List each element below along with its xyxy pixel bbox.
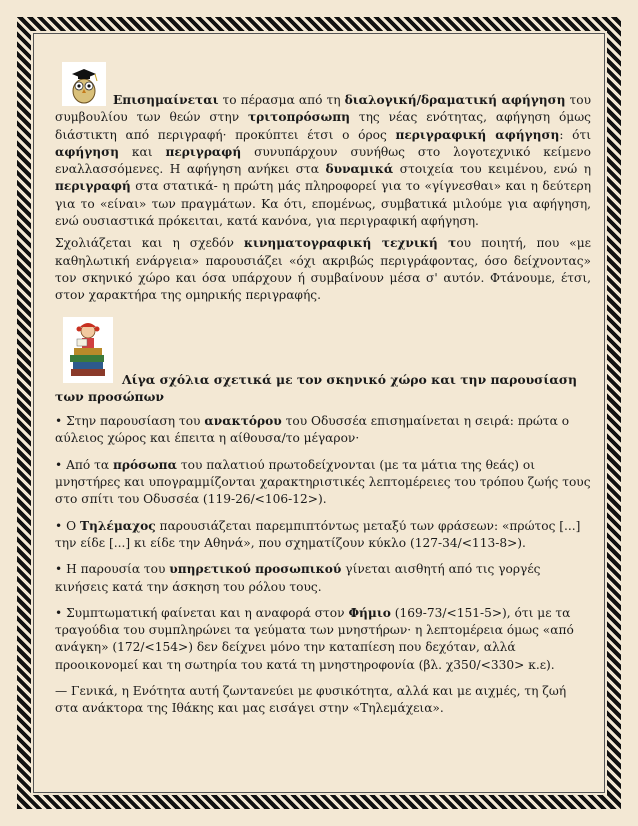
text-run: • Από τα	[55, 457, 113, 472]
paragraph-narration	[55, 92, 591, 230]
term-highlight: διαλογική/δραματική αφήγηση	[344, 93, 566, 107]
text-run: ου ποιητή, που «με καθηλωτική ενάργεια» παρουσιάζει «όχι ακριβώς περιγράφοντας, όσο δείχνοντας» τον σκηνικό χώρο και όσα υπάρχουν ή συμβαίνουν μέσα σ' αυτόν. Φτάνουμε, έτσι, στον χαρακτήρα της ομηρικής περιγραφής.	[55, 236, 591, 303]
text-run: το πέρασμα από τη	[218, 93, 345, 107]
bullet-palace	[55, 413, 591, 448]
bullet-phemius	[55, 605, 591, 674]
text-run: γίνεται αισθητή από τις γοργές κινήσεις κατά την άσκηση του ρόλου τους.	[55, 562, 541, 594]
section-comments	[55, 317, 591, 718]
term-highlight: αφήγηση	[55, 144, 120, 159]
owl-graduate-icon	[62, 62, 106, 106]
term-highlight: ανακτόρου	[204, 414, 282, 429]
text-run: • Ο	[55, 518, 80, 533]
child-reading-books-icon	[63, 317, 113, 383]
term-highlight: περιγραφή	[165, 144, 242, 159]
term-highlight: δυναμικά	[325, 162, 394, 177]
term-highlight: περιγραφική αφήγηση	[395, 127, 560, 142]
term-highlight: Τηλέμαχος	[79, 518, 156, 533]
text-run: στοιχεία του κειμένου, ενώ η	[393, 162, 591, 177]
bullet-telemachus	[55, 518, 591, 553]
paragraph-cinematic	[55, 235, 591, 304]
text-run: του Οδυσσέα επισημαίνεται η σειρά: πρώτα ο αύλειος χώρος και έπειτα η αίθουσα/το μέγαρον·	[55, 414, 570, 446]
text-run: της νέας ενότητας, αφήγηση όμως διάστικτη από περιγραφή· προκύπτει έτσι ο όρος	[55, 110, 591, 142]
term-highlight: Επισημαίνεται	[113, 93, 219, 107]
term-highlight: Φήμιο	[348, 605, 391, 620]
section-intro	[55, 58, 591, 305]
text-run: • Η παρουσία του	[55, 562, 170, 577]
text-run: • Στην παρουσίαση του	[55, 414, 205, 429]
term-highlight: υπηρετικού προσωπικού	[169, 562, 342, 577]
text-run: : ότι	[559, 127, 592, 142]
term-highlight: πρόσωπα	[112, 457, 177, 472]
text-run: παρουσιάζεται παρεμπιπτόντως μεταξύ των φράσεων: «πρώτος [...] την είδε [...] κι είδε την Αθηνά», που σχηματίζουν κύκλο (127-34/<113-8>).	[55, 518, 581, 550]
text-run: στα στατικά- η πρώτη μάς πληροφορεί για το «γίγνεσθαι» και η δεύτερη για το «είναι» των πραγμάτων. Κα ότι, επομένως, συμβατικά μιλούμε για αφήγηση, ενώ ουσιαστικά πρόκειται, κατά κανόνα, για περιγραφική αφήγηση.	[55, 179, 591, 229]
term-highlight: τριτοπρόσωπη	[247, 110, 351, 125]
text-run: (169-73/<151-5>), ότι με τα τραγούδια του συμπληρώνει τα γεύματα των μνηστήρων· η λεπτομέρεια όμως «από ανάγκη» (172/<154>) δεν δείχνει μόνο την καταπίεση που δεχόταν, αλλά προοικονομεί και τη σωτηρία του κατά τη μνηστηροφονία (βλ. χ350/<330> κ.ε).	[55, 605, 574, 672]
closing-paragraph: — Γενικά, η Ενότητα αυτή ζωντανεύει με φυσικότητα, αλλά και με αιχμές, τη ζωή στα ανάκτορα της Ιθάκης και μας εισάγει στην «Τηλεμάχεια».	[55, 684, 567, 716]
document-body	[55, 58, 591, 727]
text-run: Σχολιάζεται και η σχεδόν	[55, 236, 244, 251]
text-run: και	[119, 144, 166, 159]
section-heading: Λίγα σχόλια σχετικά με τον σκηνικό χώρο και την παρουσίαση των προσώπων	[55, 371, 577, 404]
term-highlight: κινηματογραφική τεχνική τ	[243, 236, 457, 251]
text-run: • Συμπτωματική φαίνεται και η αναφορά στον	[55, 605, 349, 620]
bullet-persons	[55, 457, 591, 509]
text-run: του παλατιού πρωτοδείχνονται (με τα μάτια της θεάς) οι μνηστήρες και υπογραμμίζονται χαρακτηριστικές λεπτομέρειες του τρόπου ζωής τους στο σπίτι του Οδυσσέα (119-26/<106-12>).	[55, 457, 591, 507]
term-highlight: περιγραφή	[55, 179, 131, 194]
bullet-servants	[55, 561, 591, 596]
text-run: συνυπάρχουν συνήθως στο λογοτεχνικό κείμενο εναλλασσόμενες. Η αφήγηση ανήκει στα	[55, 144, 592, 177]
text-run: του συμβουλίου των θεών στην	[55, 93, 591, 125]
